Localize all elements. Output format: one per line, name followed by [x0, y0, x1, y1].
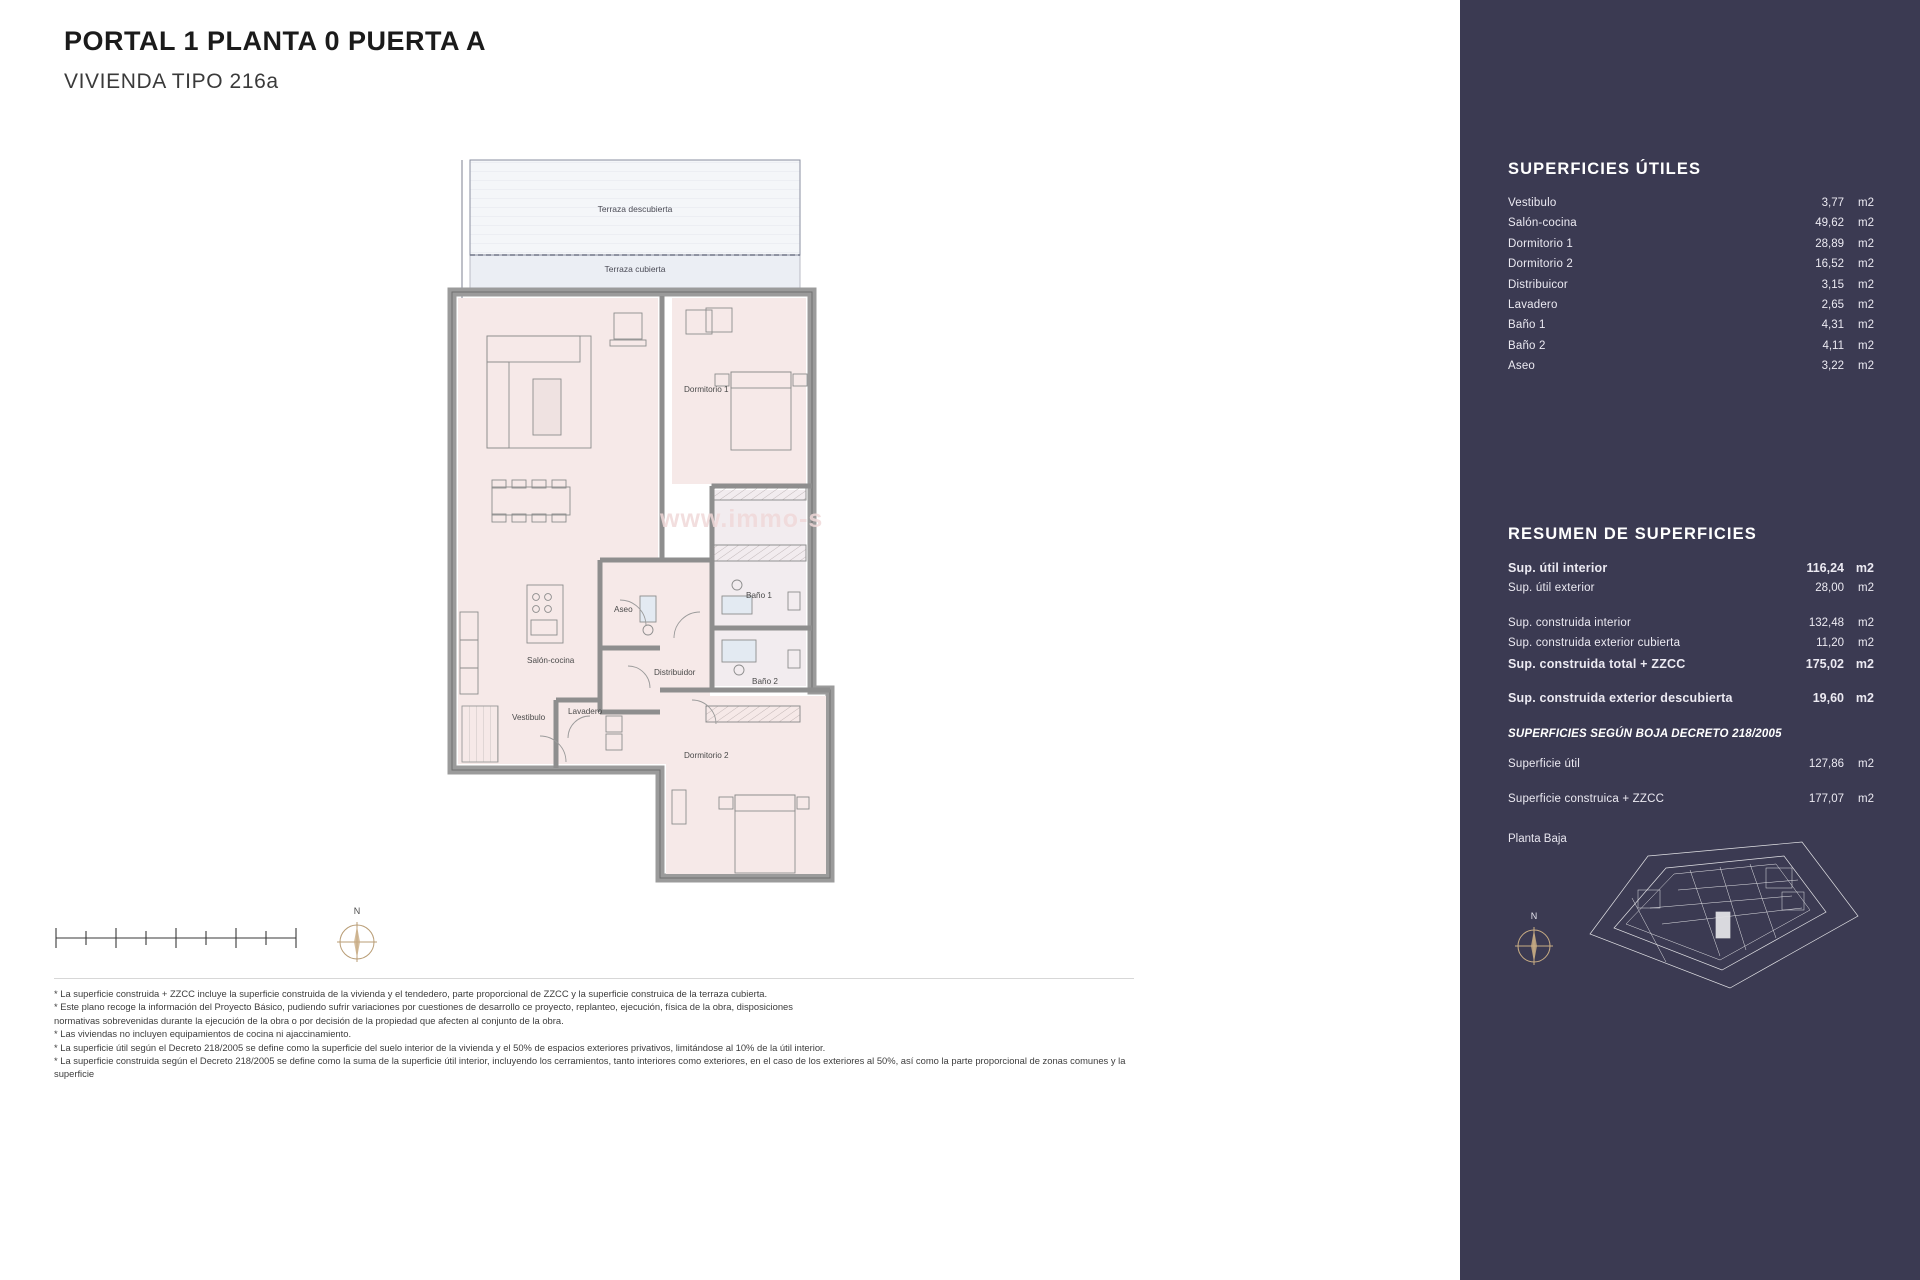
resumen-heading: RESUMEN DE SUPERFICIES: [1508, 525, 1757, 543]
surface-unit: m2: [1858, 278, 1874, 291]
surface-row: [1508, 213, 1874, 233]
resumen-value: 28,00: [1815, 582, 1844, 595]
room-label-terraza-cubierta: Terraza cubierta: [604, 264, 666, 274]
summary-panel: [1460, 0, 1920, 1280]
surface-unit: m2: [1858, 258, 1874, 271]
resumen-unit: m2: [1858, 616, 1874, 629]
resumen-label: Sup. construida exterior descubierta: [1508, 691, 1733, 706]
resumen-row: [1508, 654, 1874, 674]
resumen-label: Sup. construida exterior cubierta: [1508, 637, 1681, 650]
surface-row: [1508, 254, 1874, 274]
boja-label: Superficie construica + ZZCC: [1508, 792, 1665, 805]
surface-unit: m2: [1858, 237, 1874, 250]
resumen-unit: m2: [1855, 656, 1874, 671]
useful-surfaces-list: [1508, 193, 1874, 377]
surface-label: Salón-cocina: [1508, 217, 1577, 230]
surface-label: Dormitorio 1: [1508, 237, 1574, 250]
note-4: * La superficie útil según el Decreto 218/2005 se define como la superficie del suelo interior de la vivienda y el 50% de espacios exteriores privativos, limitándose al 10% de la útil interior.: [54, 1041, 826, 1053]
room-label-lavadero: Lavadero: [568, 707, 603, 716]
note-3: * Las viviendas no incluyen equipamientos de cocina ni ajaccinamiento.: [54, 1028, 352, 1040]
note-5: * La superficie construida según el Decreto 218/2005 se define como la suma de la superficie útil interior, incluyendo los cerramientos, tanto interiores como exteriores, en el caso de los exteriores al 50%, así como la parte proporcional de zonas comunes y la superficie: [54, 1055, 1126, 1080]
footnotes: [54, 978, 1134, 1081]
room-label-bano-2: Baño 2: [752, 677, 778, 686]
surface-value: 3,22: [1821, 360, 1844, 373]
boja-unit: m2: [1858, 792, 1874, 805]
resumen-value: 132,48: [1808, 616, 1844, 629]
surface-unit: m2: [1858, 360, 1874, 373]
boja-heading: SUPERFICIES SEGÚN BOJA DECRETO 218/2005: [1508, 728, 1782, 741]
note-1: * La superficie construida + ZZCC incluye la superficie construida de la vivienda y el tendedero, parte proporcional de ZZCC y la superficie construica de la terraza cubierta.: [54, 988, 768, 999]
page-subtitle: VIVIENDA TIPO 216a: [64, 70, 279, 93]
compass-north-letter: N: [353, 906, 361, 916]
watermark: www.immo-s: [660, 505, 824, 533]
resumen-label: Sup. útil exterior: [1508, 582, 1595, 595]
surface-unit: m2: [1858, 319, 1874, 332]
surfaces-heading: SUPERFICIES ÚTILES: [1508, 160, 1702, 178]
room-label-dormitorio-2: Dormitorio 2: [684, 751, 729, 760]
surface-unit: m2: [1858, 197, 1874, 209]
divider: [54, 978, 1134, 979]
surface-label: Baño 1: [1508, 319, 1546, 332]
resumen-row: [1508, 578, 1874, 598]
boja-row: [1508, 789, 1874, 809]
resumen-value: 175,02: [1805, 656, 1844, 671]
boja-value: 177,07: [1808, 792, 1844, 805]
resumen-unit: m2: [1855, 691, 1874, 706]
resumen-unit: m2: [1858, 637, 1874, 650]
surface-label: Aseo: [1508, 360, 1536, 373]
boja-value: 127,86: [1808, 758, 1844, 771]
room-label-vestibulo: Vestibulo: [512, 713, 546, 722]
boja-row: [1508, 754, 1874, 774]
resumen-unit: m2: [1855, 561, 1874, 575]
note-2b: normativas sobrevenidas durante la ejecución de la obra o por decisión de la propiedad que afecten al conjunto de la obra.: [54, 1014, 564, 1026]
room-label-bano-1: Baño 1: [746, 591, 772, 600]
resumen-value: 116,24: [1806, 561, 1844, 575]
compass-icon: [325, 900, 389, 970]
resumen-row: [1508, 688, 1874, 708]
scale-bar: [52, 918, 312, 958]
room-label-terraza-descubierta: Terraza descubierta: [597, 204, 673, 214]
surface-row: [1508, 295, 1874, 315]
surface-value: 16,52: [1815, 258, 1844, 271]
surface-value: 2,65: [1821, 299, 1844, 312]
resumen-value: 19,60: [1812, 691, 1844, 706]
surface-value: 49,62: [1815, 217, 1844, 230]
page-title: PORTAL 1 PLANTA 0 PUERTA A: [64, 26, 487, 56]
surface-row: [1508, 356, 1874, 376]
room-label-aseo: Aseo: [614, 605, 633, 614]
surface-row: [1508, 336, 1874, 356]
surface-row: [1508, 234, 1874, 254]
surface-unit: m2: [1858, 217, 1874, 230]
resumen-label: Sup. útil interior: [1508, 561, 1608, 575]
resumen-label: Sup. construida interior: [1508, 616, 1632, 629]
surface-value: 3,15: [1821, 278, 1844, 291]
surface-label: Vestibulo: [1508, 197, 1557, 209]
resumen-row: [1508, 633, 1874, 653]
surface-label: Distribuicor: [1508, 278, 1568, 291]
room-label-distribuidor: Distribuidor: [654, 668, 696, 677]
surface-value: 4,31: [1821, 319, 1844, 332]
surface-row: [1508, 315, 1874, 335]
planta-label: Planta Baja: [1508, 833, 1567, 845]
resumen-list: [1508, 558, 1874, 809]
surface-row: [1508, 275, 1874, 295]
boja-unit: m2: [1858, 758, 1874, 771]
room-label-dormitorio-1: Dormitorio 1: [684, 385, 729, 394]
compass-icon-small: [1504, 906, 1564, 972]
surface-value: 3,77: [1821, 197, 1844, 209]
resumen-row: [1508, 558, 1874, 578]
surface-unit: m2: [1858, 299, 1874, 312]
surface-label: Baño 2: [1508, 339, 1546, 352]
surface-value: 4,11: [1822, 339, 1844, 352]
compass-north-letter-small: N: [1530, 911, 1538, 921]
resumen-value: 11,20: [1816, 637, 1844, 650]
surface-value: 28,89: [1815, 237, 1844, 250]
surface-unit: m2: [1858, 339, 1874, 352]
resumen-label: Sup. construida total + ZZCC: [1508, 656, 1686, 671]
note-2: * Este plano recoge la información del Proyecto Básico, pudiendo sufrir variaciones por cuestiones de desarrollo ce proyecto, replanteo, ejecución, física de la obra, disposiciones: [54, 1001, 793, 1013]
resumen-unit: m2: [1858, 582, 1874, 595]
surface-label: Dormitorio 2: [1508, 258, 1574, 271]
boja-label: Superficie útil: [1508, 758, 1581, 771]
resumen-row: [1508, 613, 1874, 633]
surface-label: Lavadero: [1508, 299, 1558, 312]
surface-row: [1508, 193, 1874, 213]
key-plan-diagram[interactable]: [1570, 838, 1870, 998]
room-label-salon-cocina: Salón-cocina: [527, 656, 575, 665]
